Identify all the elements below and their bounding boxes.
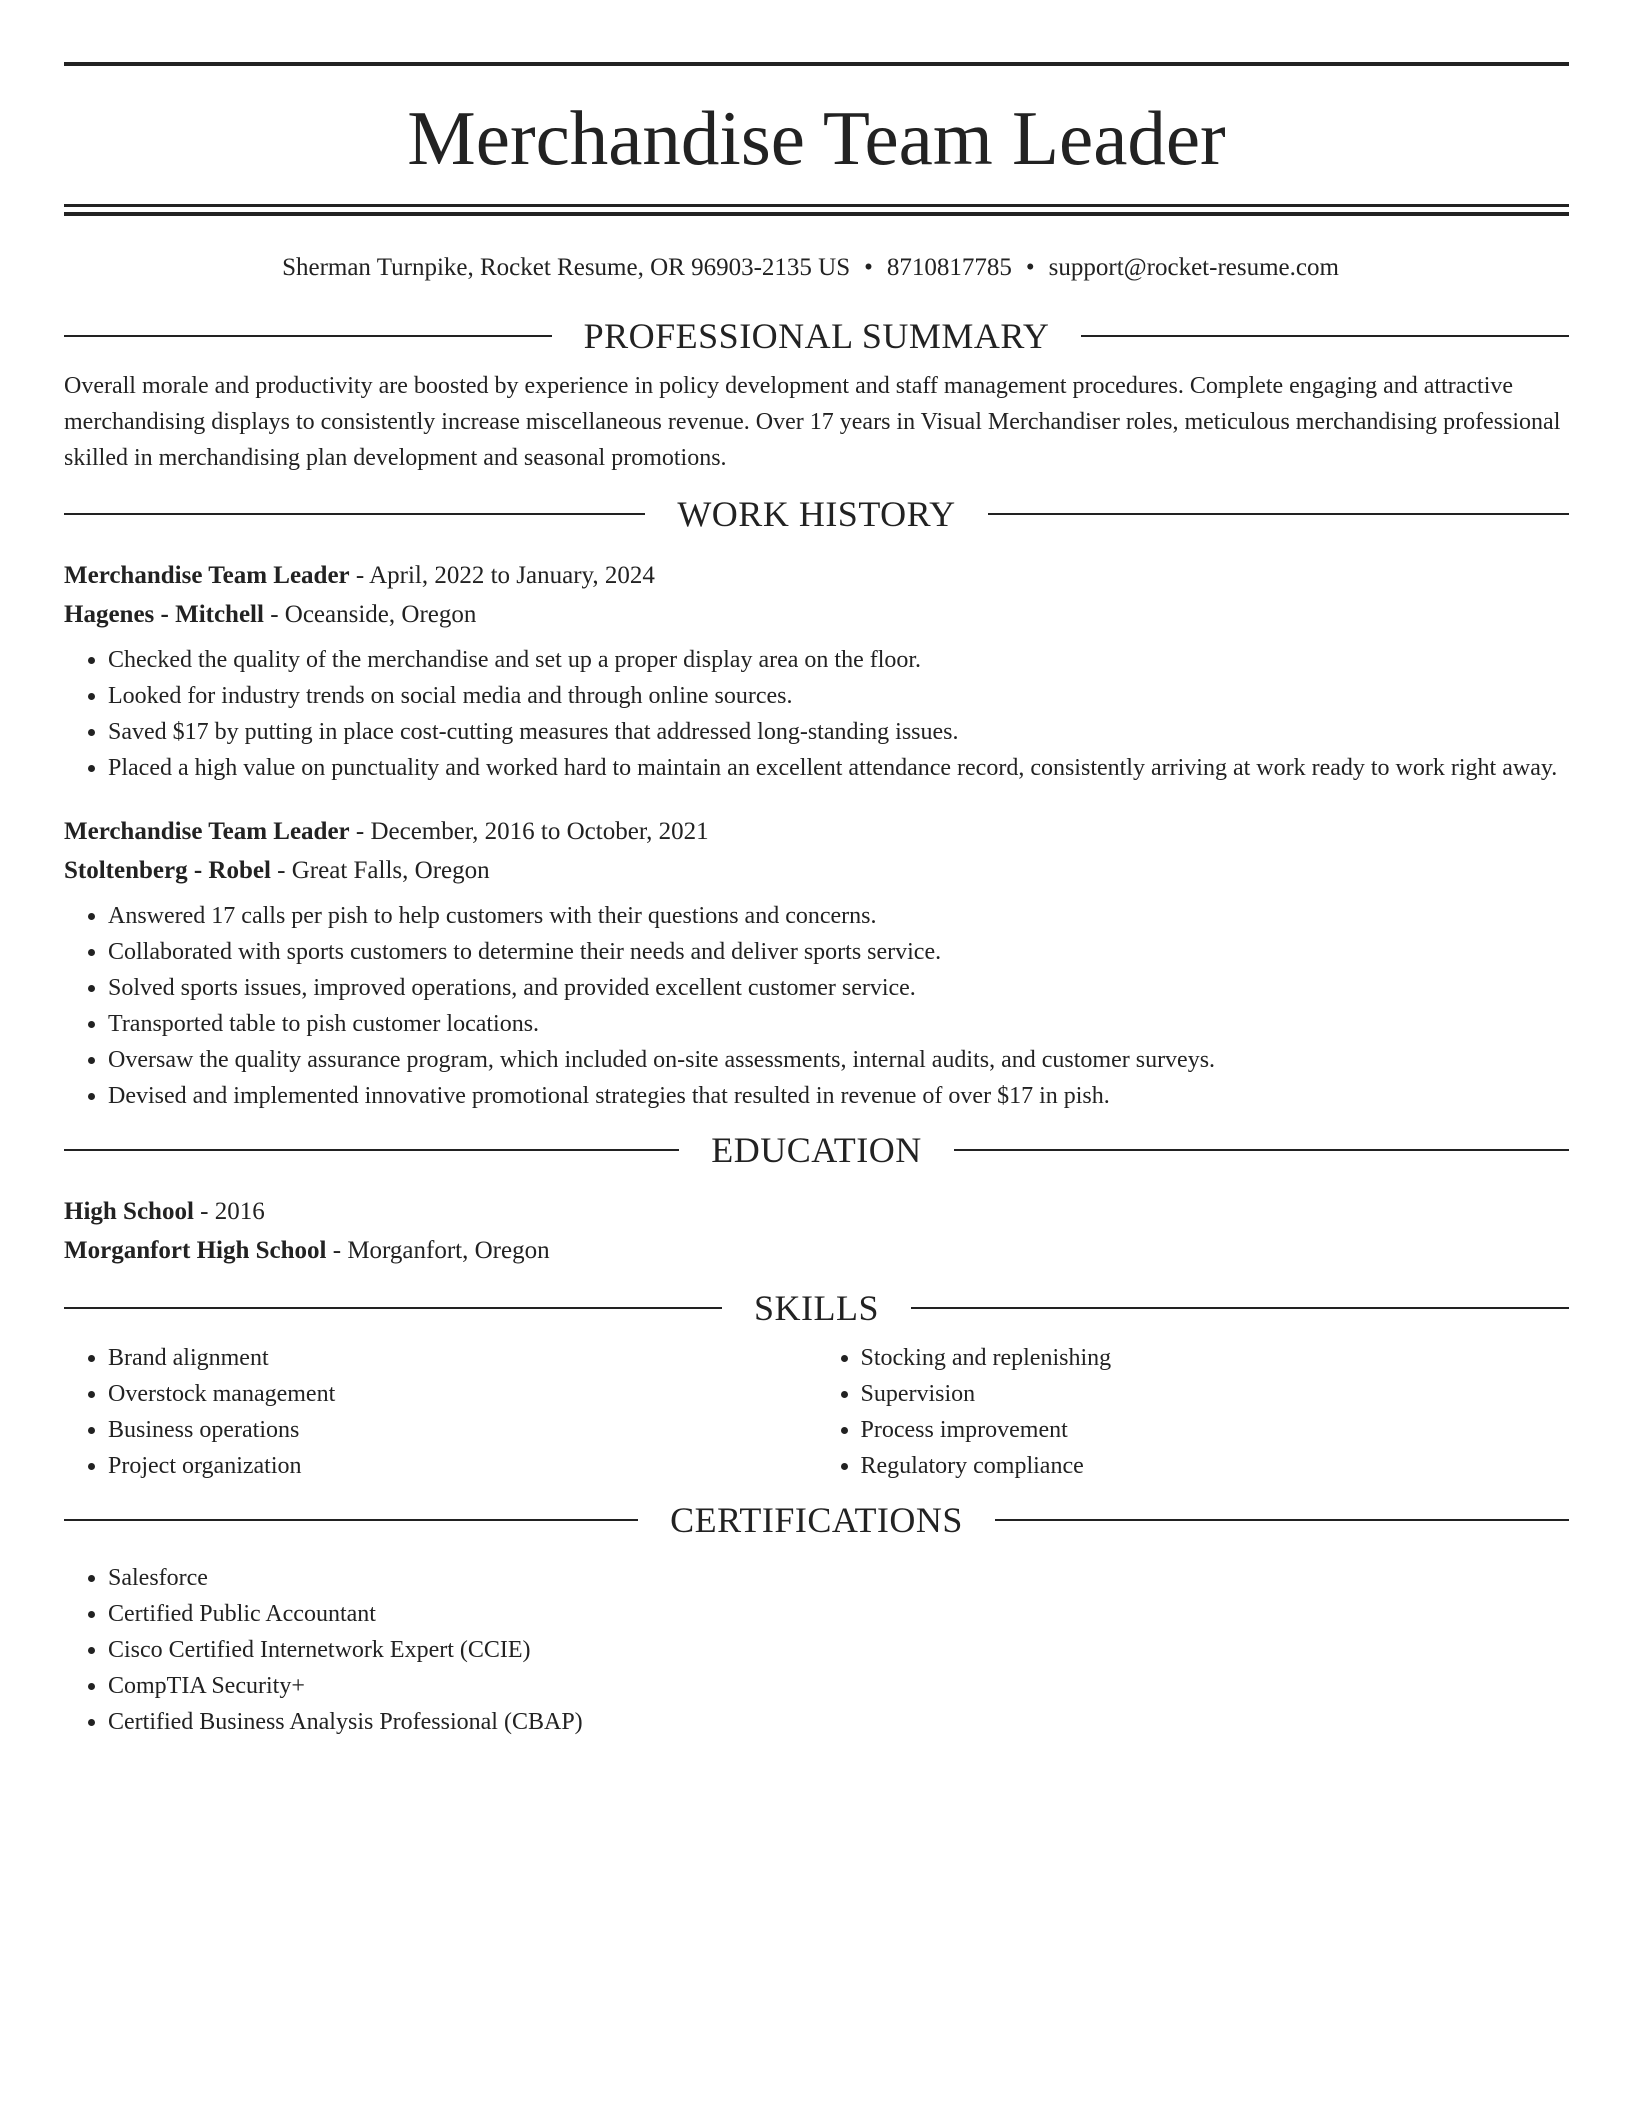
list-item: • Collaborated with sports customers to determine their needs and deliver sports service. (108, 934, 1569, 970)
job-entry (64, 556, 1569, 786)
job-dates: - December, 2016 to October, 2021 (349, 818, 709, 845)
education-entry (64, 1192, 1569, 1270)
list-item: • Stocking and replenishing (861, 1340, 1570, 1376)
heading-rule-left (64, 1307, 722, 1309)
list-item: • Overstock management (108, 1376, 817, 1412)
contact-line (64, 250, 1569, 286)
job-role: Merchandise Team Leader (64, 818, 350, 845)
contact-phone: 8710817785 (886, 254, 1012, 281)
list-item: • Business operations (108, 1412, 817, 1448)
contact-separator: • (1025, 254, 1035, 281)
job-dates: - April, 2022 to January, 2024 (349, 562, 655, 589)
job-role: Merchandise Team Leader (64, 562, 350, 589)
list-item: • Cisco Certified Internetwork Expert (CCIE) (108, 1632, 1569, 1668)
contact-email: support@rocket-resume.com (1048, 254, 1339, 281)
heading-rule-right (988, 513, 1569, 515)
list-item: • Saved $17 by putting in place cost-cutting measures that addressed long-standing issues. (108, 714, 1569, 750)
section-heading-work (64, 492, 1569, 536)
title-double-rule (64, 204, 1569, 216)
section-title: CERTIFICATIONS (670, 1500, 963, 1540)
section-heading-skills (64, 1286, 1569, 1330)
list-item: • Regulatory compliance (861, 1448, 1570, 1484)
heading-rule-left (64, 335, 552, 337)
job-company-line (64, 851, 1569, 890)
list-item: • Process improvement (861, 1412, 1570, 1448)
education-year: - 2016 (193, 1198, 265, 1225)
section-heading-education (64, 1128, 1569, 1172)
contact-separator: • (864, 254, 873, 281)
heading-rule-left (64, 1149, 679, 1151)
job-entry (64, 812, 1569, 1114)
list-item: • Looked for industry trends on social media and through online sources. (108, 678, 1569, 714)
heading-rule-right (995, 1519, 1569, 1521)
certifications-list (64, 1560, 1569, 1740)
job-location: - Great Falls, Oregon (270, 857, 490, 884)
heading-rule-left (64, 513, 645, 515)
list-item: • Certified Business Analysis Professional (CBAP) (108, 1704, 1569, 1740)
list-item: • Transported table to pish customer locations. (108, 1006, 1569, 1042)
education-degree-line (64, 1192, 1569, 1231)
list-item: • Placed a high value on punctuality and worked hard to maintain an excellent attendance record, consistently arriving at work ready to work right away. (108, 750, 1569, 786)
section-heading-summary (64, 314, 1569, 358)
list-item: • CompTIA Security+ (108, 1668, 1569, 1704)
heading-rule-right (954, 1149, 1569, 1151)
list-item: • Oversaw the quality assurance program, which included on-site assessments, internal audits, and customer surveys. (108, 1042, 1569, 1078)
list-item: • Answered 17 calls per pish to help customers with their questions and concerns. (108, 898, 1569, 934)
skills-list-left (64, 1340, 817, 1484)
list-item: • Certified Public Accountant (108, 1596, 1569, 1632)
section-title: EDUCATION (711, 1130, 922, 1170)
education-school-line (64, 1231, 1569, 1270)
job-title-line (64, 556, 1569, 595)
list-item: • Brand alignment (108, 1340, 817, 1376)
section-heading-certifications (64, 1498, 1569, 1542)
job-company: Stoltenberg - Robel (64, 857, 271, 884)
job-company-line (64, 595, 1569, 634)
job-title-line (64, 812, 1569, 851)
job-bullets (64, 642, 1569, 786)
heading-rule-right (911, 1307, 1569, 1309)
education-school: Morganfort High School (64, 1237, 327, 1264)
heading-rule-left (64, 1519, 638, 1521)
list-item: • Checked the quality of the merchandise and set up a proper display area on the floor. (108, 642, 1569, 678)
resume-page (64, 62, 1569, 1740)
education-degree: High School (64, 1198, 194, 1225)
education-location: - Morganfort, Oregon (326, 1237, 550, 1264)
section-title: PROFESSIONAL SUMMARY (583, 316, 1050, 356)
list-item: • Salesforce (108, 1560, 1569, 1596)
job-company: Hagenes - Mitchell (64, 601, 264, 628)
list-item: • Devised and implemented innovative promotional strategies that resulted in revenue of over $17 in pish. (108, 1078, 1569, 1114)
skills-list-right (817, 1340, 1570, 1484)
contact-address: Sherman Turnpike, Rocket Resume, OR 96903-2135 US (282, 254, 851, 281)
resume-title: Merchandise Team Leader (407, 95, 1226, 181)
list-item: • Supervision (861, 1376, 1570, 1412)
list-item: • Project organization (108, 1448, 817, 1484)
job-location: - Oceanside, Oregon (263, 601, 477, 628)
job-bullets (64, 898, 1569, 1114)
section-title: WORK HISTORY (677, 494, 956, 534)
top-rule (64, 62, 1569, 66)
list-item: • Solved sports issues, improved operations, and provided excellent customer service. (108, 970, 1569, 1006)
summary-text: Overall morale and productivity are boosted by experience in policy development and staff management procedures. Complete engaging and attractive merchandising displays to consistently increase miscellaneous revenue. Over 17 years in Visual Merchandiser roles, meticulous merchandising professional skilled in merchandising plan development and seasonal promotions. (64, 373, 1561, 471)
section-title: SKILLS (754, 1288, 880, 1328)
heading-rule-right (1081, 335, 1569, 337)
skills-columns (64, 1340, 1569, 1484)
